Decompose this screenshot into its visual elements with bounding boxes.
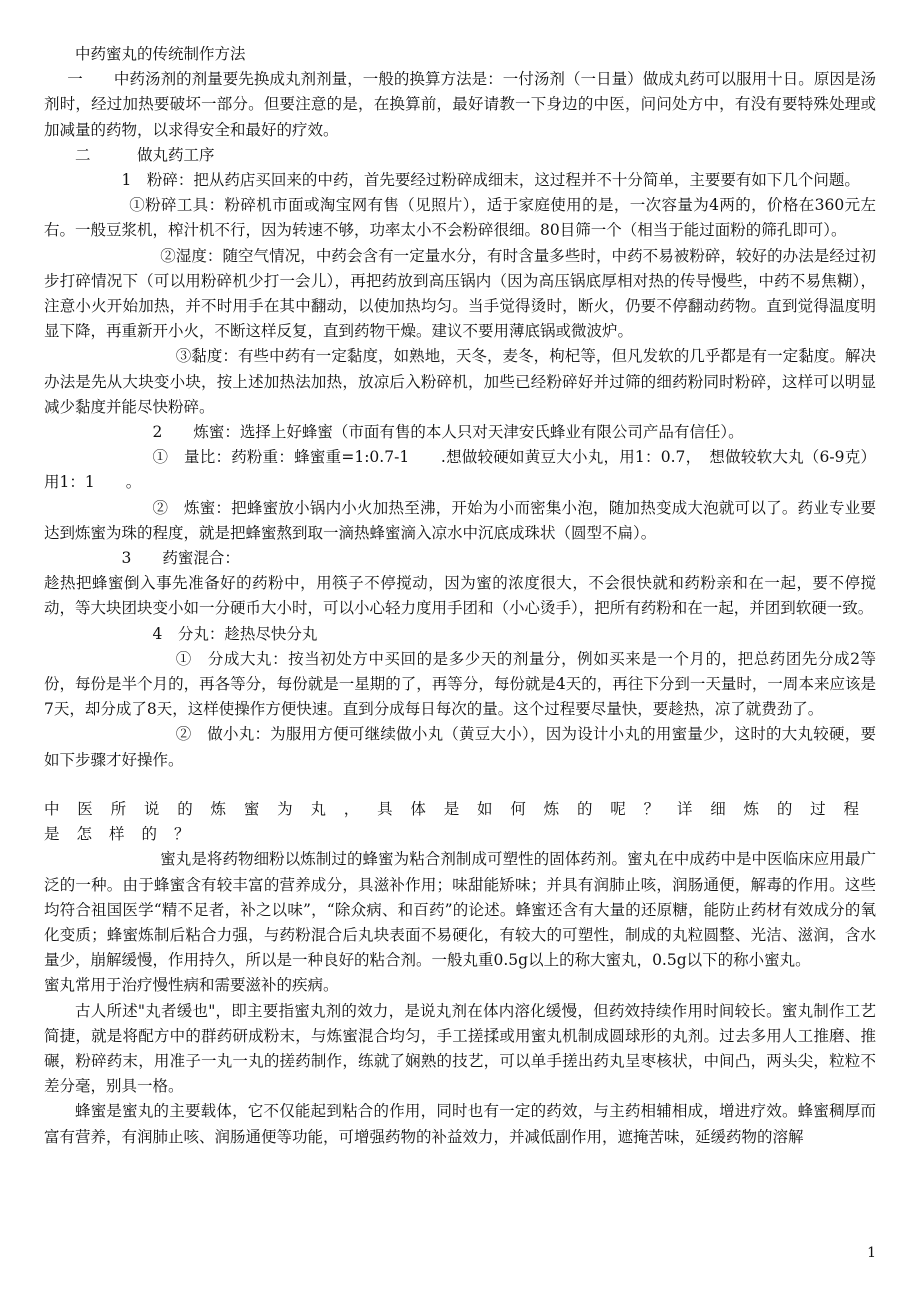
paragraph-mixing: 趁热把蜂蜜倒入事先准备好的药粉中，用筷子不停搅动，因为蜜的浓度很大，不会很快就和药粉亲和在一起，要不停搅动，等大块团块变小如一分硬币大小时，可以小心轻力度用手团和（小心烫手），把所有药粉和在一起，并团到软硬一致。	[44, 574, 876, 618]
paragraph-small-pills: ② 做小丸：为服用方便可继续做小丸（黄豆大小），因为设计小丸的用蜜量少，这时的大丸较硬，要如下步骤才好操作。	[44, 725, 876, 769]
paragraph-large-pills: ① 分成大丸：按当初处方中买回的是多少天的剂量分，例如买来是一个月的，把总药团先分成2等份，每份是半个月的，再各等分，每份就是一星期的了，再等分，每份就是4天的，再往下分到一天量时，一周本来应该是7天，却分成了8天，这样使操作方便快速。直到分成每日每次的量。这个过程要尽量快，要趁热，凉了就费劲了。	[44, 649, 876, 719]
paragraph-step-2: 2 炼蜜：选择上好蜂蜜（市面有售的本人只对天津安氏蜂业有限公司产品有信任）。	[152, 423, 744, 442]
paragraph-history: 古人所述"丸者缓也"，即主要指蜜丸剂的效力，是说丸剂在体内溶化缓慢，但药效持续作用时间较长。蜜丸制作工艺简捷，就是将配方中的群药研成粉末，与炼蜜混合均匀，手工搓揉或用蜜丸机制成圆球形的丸剂。过去多用人工推磨、推碾，粉碎药末，用准子一丸一丸的搓药制作，练就了娴熟的技艺，可以单手搓出药丸呈枣核状，中间凸，两头尖，粒粒不差分毫，别具一格。	[44, 1001, 876, 1096]
paragraph-viscosity: ③黏度：有些中药有一定黏度，如熟地，天冬，麦冬，枸杞等，但凡发软的几乎都是有一定黏度。解决办法是先从大块变小块，按上述加热法加热，放凉后入粉碎机，加些已经粉碎好并过筛的细药粉同时粉碎，这样可以明显减少黏度并能尽快粉碎。	[44, 347, 876, 416]
paragraph-honey-carrier: 蜂蜜是蜜丸的主要载体，它不仅能起到粘合的作用，同时也有一定的药效，与主药相辅相成，增进疗效。蜂蜜稠厚而富有营养，有润肺止咳、润肠通便等功能，可增强药物的补益效力，并减低副作用，遮掩苦味，延缓药物的溶解	[44, 1102, 876, 1146]
page-number: 1	[867, 1244, 876, 1261]
paragraph-section-1: 一 中药汤剂的剂量要先换成丸剂剂量，一般的换算方法是：一付汤剂（一日量）做成丸药可以服用十日。原因是汤剂时，经过加热要破坏一部分。但要注意的是，在换算前，最好请教一下身边的中医，问问处方中，有没有要特殊处理或加减量的药物，以求得安全和最好的疗效。	[44, 70, 876, 139]
paragraph-usage: 蜜丸常用于治疗慢性病和需要滋补的疾病。	[44, 976, 339, 995]
heading-step-3: 3 药蜜混合：	[121, 549, 240, 568]
paragraph-ratio: ① 量比：药粉重：蜂蜜重=1:0.7-1 .想做较硬如黄豆大小丸，用1：0.7， 想做较软大丸（6-9克）用1：1 。	[44, 448, 876, 492]
heading-step-4: 4 分丸：趁热尽快分丸	[152, 624, 318, 643]
paragraph-refine-honey: ② 炼蜜：把蜂蜜放小锅内小火加热至沸，开始为小而密集小泡，随加热变成大泡就可以了。药业专业要达到炼蜜为珠的程度，就是把蜂蜜熬到取一滴热蜂蜜滴入凉水中沉底成珠状（圆型不扁）。	[44, 498, 876, 542]
heading-section-2: 二 做丸药工序	[75, 145, 215, 164]
paragraph-honey-pill-intro: 蜜丸是将药物细粉以炼制过的蜂蜜为粘合剂制成可塑性的固体药剂。蜜丸在中成药中是中医临床应用最广泛的一种。由于蜂蜜含有较丰富的营养成分，具滋补作用；味甜能矫味；并具有润肺止咳，润肠通便，解毒的作用。这些均符合祖国医学“精不足者，补之以味”，“除众病、和百药”的论述。蜂蜜还含有大量的还原糖，能防止药材有效成分的氧化变质；蜂蜜炼制后粘合力强，与药粉混合后丸块表面不易硬化，有较大的可塑性，制成的丸粒圆整、光洁、滋润，含水量少，崩解缓慢，作用持久，所以是一种良好的粘合剂。一般丸重0.5g以上的称大蜜丸，0.5g以下的称小蜜丸。	[44, 850, 876, 970]
question-title: 中医所说的炼蜜为丸，具体是如何炼的呢？详细炼的过程是怎样的？	[44, 799, 876, 844]
spacer	[44, 773, 876, 797]
paragraph-grinding-tool: ①粉碎工具：粉碎机市面或淘宝网有售（见照片），适于家庭使用的是，一次容量为4两的，价格在360元左右。一般豆浆机，榨汁机不行，因为转速不够，功率太小不会粉碎很细。80目筛一个（相当于能过面粉的筛孔即可）。	[44, 196, 876, 240]
paragraph-humidity: ②湿度：随空气情况，中药会含有一定量水分，有时含量多些时，中药不易被粉碎，较好的办法是经过初步打碎情况下（可以用粉碎机少打一会儿），再把药放到高压锅内（因为高压锅底厚相对热的传导慢些，中药不易焦糊），注意小火开始加热，并不时用手在其中翻动，以使加热均匀。当手觉得烫时，断火，仍要不停翻动药物。直到觉得温度明显下降，再重新开小火，不断这样反复，直到药物干燥。建议不要用薄底锅或微波炉。	[44, 246, 876, 341]
paragraph-step-1: 1 粉碎：把从药店买回来的中药，首先要经过粉碎成细末，这过程并不十分简单，主要要有如下几个问题。	[121, 171, 860, 190]
document-title: 中药蜜丸的传统制作方法	[75, 45, 246, 63]
